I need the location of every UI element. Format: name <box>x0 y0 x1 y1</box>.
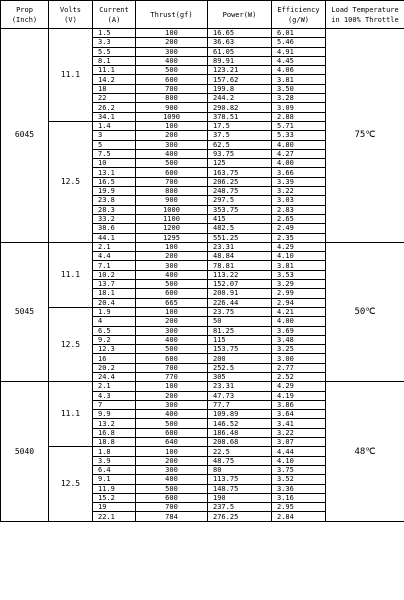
efficiency-cell: 4.29 <box>272 382 326 391</box>
efficiency-cell: 3.28 <box>272 94 326 103</box>
power-cell: 200 <box>208 354 272 363</box>
power-cell: 77.7 <box>208 400 272 409</box>
efficiency-cell: 3.16 <box>272 493 326 502</box>
thrust-cell: 400 <box>136 56 208 65</box>
current-cell: 11.9 <box>93 484 136 493</box>
current-cell: 7 <box>93 400 136 409</box>
current-cell: 1.4 <box>93 121 136 130</box>
efficiency-cell: 2.77 <box>272 363 326 372</box>
efficiency-cell: 2.84 <box>272 512 326 521</box>
efficiency-cell: 5.71 <box>272 121 326 130</box>
current-cell: 14.2 <box>93 75 136 84</box>
current-cell: 9.9 <box>93 410 136 419</box>
power-cell: 78.81 <box>208 261 272 270</box>
efficiency-cell: 4.29 <box>272 242 326 251</box>
efficiency-cell: 3.25 <box>272 345 326 354</box>
voltage-cell: 12.5 <box>49 447 93 521</box>
efficiency-cell: 5.33 <box>272 131 326 140</box>
thrust-cell: 300 <box>136 326 208 335</box>
thrust-cell: 600 <box>136 168 208 177</box>
efficiency-cell: 3.86 <box>272 400 326 409</box>
current-cell: 18 <box>93 84 136 93</box>
thrust-header: Thrust(gf) <box>136 1 208 29</box>
thrust-cell: 100 <box>136 242 208 251</box>
power-cell: 50 <box>208 317 272 326</box>
current-cell: 34.1 <box>93 112 136 121</box>
current-cell: 7.5 <box>93 149 136 158</box>
current-cell: 44.1 <box>93 233 136 242</box>
efficiency-cell: 4.44 <box>272 447 326 456</box>
thrust-cell: 200 <box>136 38 208 47</box>
current-cell: 16.8 <box>93 428 136 437</box>
power-cell: 22.5 <box>208 447 272 456</box>
efficiency-cell: 3.53 <box>272 270 326 279</box>
efficiency-cell: 3.81 <box>272 261 326 270</box>
thrust-cell: 900 <box>136 196 208 205</box>
power-cell: 81.25 <box>208 326 272 335</box>
current-cell: 15.2 <box>93 493 136 502</box>
current-cell: 10.2 <box>93 270 136 279</box>
efficiency-cell: 3.22 <box>272 187 326 196</box>
voltage-cell: 11.1 <box>49 29 93 122</box>
thrust-cell: 600 <box>136 493 208 502</box>
efficiency-cell: 2.94 <box>272 298 326 307</box>
power-cell: 146.52 <box>208 419 272 428</box>
power-cell: 190 <box>208 493 272 502</box>
efficiency-cell: 4.06 <box>272 66 326 75</box>
efficiency-cell: 3.22 <box>272 428 326 437</box>
power-cell: 93.75 <box>208 149 272 158</box>
power-cell: 415 <box>208 214 272 223</box>
efficiency-cell: 4.00 <box>272 317 326 326</box>
power-cell: 186.48 <box>208 428 272 437</box>
temperature-header: Load Temperature in 100% Throttle <box>326 1 404 29</box>
voltage-cell: 11.1 <box>49 242 93 307</box>
thrust-cell: 100 <box>136 447 208 456</box>
power-cell: 148.75 <box>208 484 272 493</box>
current-cell: 1.8 <box>93 447 136 456</box>
efficiency-cell: 2.35 <box>272 233 326 242</box>
efficiency-cell: 3.52 <box>272 475 326 484</box>
power-cell: 157.62 <box>208 75 272 84</box>
thrust-cell: 100 <box>136 307 208 316</box>
thrust-cell: 200 <box>136 252 208 261</box>
efficiency-cell: 3.03 <box>272 196 326 205</box>
efficiency-cell: 2.95 <box>272 503 326 512</box>
thrust-cell: 600 <box>136 289 208 298</box>
thrust-cell: 300 <box>136 140 208 149</box>
thrust-cell: 800 <box>136 187 208 196</box>
power-cell: 125 <box>208 159 272 168</box>
current-cell: 6.5 <box>93 326 136 335</box>
thrust-cell: 300 <box>136 400 208 409</box>
efficiency-cell: 3.50 <box>272 84 326 93</box>
thrust-cell: 500 <box>136 419 208 428</box>
thrust-cell: 100 <box>136 29 208 38</box>
thrust-cell: 500 <box>136 159 208 168</box>
power-cell: 297.5 <box>208 196 272 205</box>
current-cell: 18.8 <box>93 438 136 447</box>
current-cell: 9.2 <box>93 335 136 344</box>
thrust-cell: 200 <box>136 317 208 326</box>
current-cell: 8.1 <box>93 56 136 65</box>
thrust-cell: 400 <box>136 410 208 419</box>
efficiency-cell: 3.09 <box>272 103 326 112</box>
current-cell: 6.4 <box>93 465 136 474</box>
current-cell: 22 <box>93 94 136 103</box>
thrust-cell: 500 <box>136 66 208 75</box>
current-cell: 13.2 <box>93 419 136 428</box>
efficiency-cell: 3.48 <box>272 335 326 344</box>
thrust-cell: 500 <box>136 484 208 493</box>
current-cell: 18.1 <box>93 289 136 298</box>
power-cell: 378.51 <box>208 112 272 121</box>
power-cell: 163.75 <box>208 168 272 177</box>
current-cell: 11.1 <box>93 66 136 75</box>
power-cell: 208.68 <box>208 438 272 447</box>
power-cell: 152.07 <box>208 280 272 289</box>
thrust-cell: 1090 <box>136 112 208 121</box>
thrust-cell: 300 <box>136 47 208 56</box>
thrust-cell: 400 <box>136 335 208 344</box>
thrust-cell: 700 <box>136 363 208 372</box>
efficiency-cell: 3.00 <box>272 354 326 363</box>
volts-header: Volts (V) <box>49 1 93 29</box>
thrust-cell: 700 <box>136 84 208 93</box>
efficiency-cell: 2.65 <box>272 214 326 223</box>
power-cell: 48.75 <box>208 456 272 465</box>
thrust-cell: 784 <box>136 512 208 521</box>
current-cell: 4.3 <box>93 391 136 400</box>
current-cell: 28.3 <box>93 205 136 214</box>
prop-size-cell: 5040 <box>1 382 49 521</box>
load-temperature-cell: 48℃ <box>326 382 404 521</box>
power-cell: 290.82 <box>208 103 272 112</box>
current-cell: 7.1 <box>93 261 136 270</box>
power-cell: 23.75 <box>208 307 272 316</box>
prop-size-cell: 5045 <box>1 242 49 381</box>
power-cell: 200.91 <box>208 289 272 298</box>
header-row <box>1 1 404 29</box>
efficiency-cell: 4.21 <box>272 307 326 316</box>
thrust-cell: 500 <box>136 345 208 354</box>
current-cell: 4 <box>93 317 136 326</box>
thrust-cell: 500 <box>136 280 208 289</box>
current-cell: 24.4 <box>93 372 136 381</box>
thrust-cell: 200 <box>136 131 208 140</box>
voltage-cell: 12.5 <box>49 307 93 381</box>
efficiency-cell: 3.36 <box>272 484 326 493</box>
current-cell: 3.9 <box>93 456 136 465</box>
efficiency-cell: 4.10 <box>272 252 326 261</box>
load-temperature-cell: 50℃ <box>326 242 404 381</box>
thrust-cell: 640 <box>136 438 208 447</box>
current-cell: 16.5 <box>93 177 136 186</box>
power-cell: 36.63 <box>208 38 272 47</box>
power-cell: 551.25 <box>208 233 272 242</box>
thrust-cell: 600 <box>136 428 208 437</box>
table-row <box>1 242 404 251</box>
power-cell: 353.75 <box>208 205 272 214</box>
power-cell: 17.5 <box>208 121 272 130</box>
thrust-cell: 1100 <box>136 214 208 223</box>
prop-header: Prop (Inch) <box>1 1 49 29</box>
current-cell: 5.5 <box>93 47 136 56</box>
power-cell: 113.22 <box>208 270 272 279</box>
current-cell: 5 <box>93 140 136 149</box>
thrust-cell: 900 <box>136 103 208 112</box>
current-cell: 2.1 <box>93 242 136 251</box>
thrust-cell: 200 <box>136 391 208 400</box>
power-cell: 37.5 <box>208 131 272 140</box>
power-cell: 48.84 <box>208 252 272 261</box>
power-cell: 80 <box>208 465 272 474</box>
power-cell: 61.05 <box>208 47 272 56</box>
thrust-cell: 300 <box>136 261 208 270</box>
current-cell: 22.1 <box>93 512 136 521</box>
thrust-cell: 100 <box>136 382 208 391</box>
current-cell: 2.1 <box>93 382 136 391</box>
efficiency-cell: 4.80 <box>272 140 326 149</box>
power-cell: 199.8 <box>208 84 272 93</box>
power-cell: 237.5 <box>208 503 272 512</box>
efficiency-cell: 4.10 <box>272 456 326 465</box>
efficiency-cell: 3.75 <box>272 465 326 474</box>
current-cell: 13.1 <box>93 168 136 177</box>
power-cell: 276.25 <box>208 512 272 521</box>
efficiency-cell: 3.69 <box>272 326 326 335</box>
current-cell: 3.3 <box>93 38 136 47</box>
efficiency-cell: 4.00 <box>272 159 326 168</box>
thrust-cell: 400 <box>136 149 208 158</box>
thrust-cell: 300 <box>136 465 208 474</box>
current-cell: 38.6 <box>93 224 136 233</box>
current-cell: 23.8 <box>93 196 136 205</box>
table-body <box>1 29 404 522</box>
power-cell: 16.65 <box>208 29 272 38</box>
current-cell: 3 <box>93 131 136 140</box>
efficiency-cell: 2.52 <box>272 372 326 381</box>
efficiency-cell: 5.46 <box>272 38 326 47</box>
efficiency-cell: 4.19 <box>272 391 326 400</box>
efficiency-cell: 3.29 <box>272 280 326 289</box>
thrust-cell: 600 <box>136 75 208 84</box>
efficiency-cell: 3.41 <box>272 419 326 428</box>
current-cell: 20.2 <box>93 363 136 372</box>
power-cell: 62.5 <box>208 140 272 149</box>
efficiency-cell: 2.99 <box>272 289 326 298</box>
efficiency-cell: 4.27 <box>272 149 326 158</box>
power-cell: 123.21 <box>208 66 272 75</box>
power-cell: 47.73 <box>208 391 272 400</box>
efficiency-cell: 3.64 <box>272 410 326 419</box>
prop-size-cell: 6045 <box>1 29 49 243</box>
current-cell: 9.1 <box>93 475 136 484</box>
efficiency-cell: 3.39 <box>272 177 326 186</box>
efficiency-cell: 6.01 <box>272 29 326 38</box>
efficiency-cell: 3.66 <box>272 168 326 177</box>
current-cell: 4.4 <box>93 252 136 261</box>
power-cell: 252.5 <box>208 363 272 372</box>
thrust-cell: 665 <box>136 298 208 307</box>
power-cell: 23.31 <box>208 242 272 251</box>
power-cell: 226.44 <box>208 298 272 307</box>
voltage-cell: 11.1 <box>49 382 93 447</box>
current-header: Current (A) <box>93 1 136 29</box>
thrust-cell: 400 <box>136 270 208 279</box>
current-cell: 19 <box>93 503 136 512</box>
power-cell: 305 <box>208 372 272 381</box>
current-cell: 1.5 <box>93 29 136 38</box>
power-cell: 109.89 <box>208 410 272 419</box>
efficiency-cell: 4.91 <box>272 47 326 56</box>
thrust-cell: 100 <box>136 121 208 130</box>
efficiency-cell: 2.49 <box>272 224 326 233</box>
table-row <box>1 382 404 391</box>
power-cell: 244.2 <box>208 94 272 103</box>
current-cell: 33.2 <box>93 214 136 223</box>
power-cell: 206.25 <box>208 177 272 186</box>
thrust-cell: 700 <box>136 503 208 512</box>
current-cell: 20.4 <box>93 298 136 307</box>
efficiency-cell: 2.83 <box>272 205 326 214</box>
thrust-cell: 770 <box>136 372 208 381</box>
power-cell: 248.75 <box>208 187 272 196</box>
power-cell: 89.91 <box>208 56 272 65</box>
current-cell: 16 <box>93 354 136 363</box>
table-row <box>1 29 404 38</box>
thrust-cell: 1200 <box>136 224 208 233</box>
power-cell: 113.75 <box>208 475 272 484</box>
efficiency-cell: 2.88 <box>272 112 326 121</box>
efficiency-cell: 3.07 <box>272 438 326 447</box>
efficiency-cell: 3.81 <box>272 75 326 84</box>
voltage-cell: 12.5 <box>49 121 93 242</box>
load-temperature-cell: 75℃ <box>326 29 404 243</box>
thrust-cell: 800 <box>136 94 208 103</box>
efficiency-cell: 4.45 <box>272 56 326 65</box>
current-cell: 19.9 <box>93 187 136 196</box>
efficiency-header: Efficiency (g/W) <box>272 1 326 29</box>
thrust-cell: 400 <box>136 475 208 484</box>
current-cell: 1.9 <box>93 307 136 316</box>
thrust-cell: 200 <box>136 456 208 465</box>
power-cell: 153.75 <box>208 345 272 354</box>
current-cell: 12.3 <box>93 345 136 354</box>
current-cell: 13.7 <box>93 280 136 289</box>
power-header: Power(W) <box>208 1 272 29</box>
thrust-cell: 700 <box>136 177 208 186</box>
power-cell: 23.31 <box>208 382 272 391</box>
thrust-cell: 1000 <box>136 205 208 214</box>
current-cell: 26.2 <box>93 103 136 112</box>
power-cell: 482.5 <box>208 224 272 233</box>
thrust-cell: 1295 <box>136 233 208 242</box>
thrust-cell: 600 <box>136 354 208 363</box>
power-cell: 115 <box>208 335 272 344</box>
current-cell: 10 <box>93 159 136 168</box>
